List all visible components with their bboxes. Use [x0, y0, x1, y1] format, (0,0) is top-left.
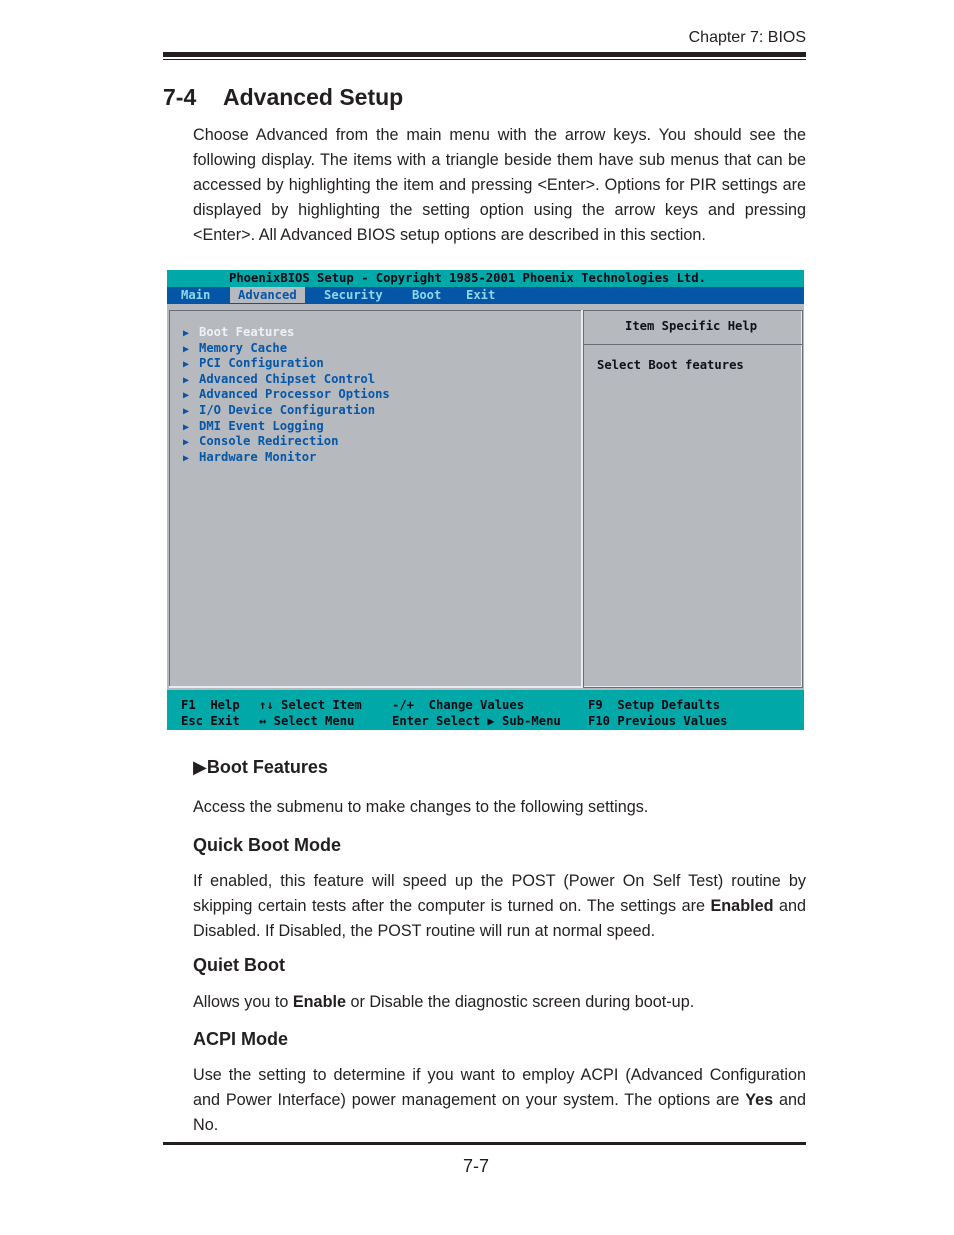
bios-title-bar: [167, 270, 804, 287]
submenu-triangle-icon: ▶: [183, 452, 190, 464]
key-esc-exit: Esc Exit: [181, 714, 240, 728]
section-title: [163, 84, 403, 111]
quick-boot-text: If enabled, this feature will speed up the POST (Power On Self Test) routine by skipping certain tests after the computer is turned on. The settings are Enabled and Disabled. If Disabled, the POST routine will run at normal speed.: [193, 872, 806, 940]
key-f9-defaults: F9 Setup Defaults: [588, 698, 721, 712]
submenu-triangle-icon: ▶: [183, 328, 190, 339]
submenu-triangle-icon: ▶: [183, 437, 190, 449]
menu-item-advanced-processor-options[interactable]: ▶ Advanced Processor Options: [183, 387, 390, 403]
key-select-menu: ↔ Select Menu: [259, 714, 355, 728]
submenu-triangle-icon: ▶: [183, 359, 190, 371]
menu-security[interactable]: Security: [324, 288, 383, 302]
section-number: 7-4: [163, 84, 197, 110]
bios-menu-bar: [167, 287, 804, 304]
key-change-values: -/+ Change Values: [392, 698, 525, 712]
menu-item-dmi-event-logging[interactable]: ▶ DMI Event Logging: [183, 419, 390, 435]
key-f1-help: F1 Help: [181, 698, 240, 712]
bios-key-legend: [167, 690, 804, 730]
advanced-menu-list: [183, 325, 390, 465]
bios-help-panel: [583, 310, 803, 688]
submenu-triangle-icon: ▶: [183, 343, 190, 355]
submenu-triangle-icon: ▶: [183, 405, 190, 417]
key-enter-select: Enter Select ▶ Sub-Menu: [392, 714, 561, 728]
bios-main-panel: [169, 310, 583, 688]
chapter-header: Chapter 7: BIOS: [688, 29, 806, 46]
menu-item-hardware-monitor[interactable]: ▶ Hardware Monitor: [183, 450, 390, 466]
menu-item-console-redirection[interactable]: ▶ Console Redirection: [183, 434, 390, 450]
menu-item-boot-features[interactable]: ▶ Boot Features: [183, 325, 390, 341]
menu-advanced[interactable]: Advanced: [230, 287, 305, 303]
submenu-triangle-icon: ▶: [183, 421, 190, 433]
bios-title: PhoenixBIOS Setup - Copyright 1985-2001 Phoenix Technologies Ltd.: [229, 271, 706, 285]
acpi-heading: ACPI Mode: [193, 1029, 289, 1049]
submenu-triangle-icon: ▶: [183, 374, 190, 386]
quiet-boot-text: Allows you to Enable or Disable the diagnostic screen during boot-up.: [193, 993, 695, 1011]
help-header: [584, 311, 802, 345]
bios-screenshot: [167, 270, 804, 730]
acpi-text: Use the setting to determine if you want to employ ACPI (Advanced Configuration and Power Interface) power management on your system. The options are Yes and No.: [193, 1066, 806, 1134]
menu-main[interactable]: Main: [181, 288, 211, 302]
footer-rule: [163, 1142, 806, 1145]
section-title-text: Advanced Setup: [223, 84, 404, 110]
submenu-triangle-icon: ▶: [183, 390, 190, 402]
key-f10-previous: F10 Previous Values: [588, 714, 728, 728]
menu-exit[interactable]: Exit: [466, 288, 496, 302]
header-rule-thin: [163, 59, 806, 60]
header-rule: [163, 52, 806, 57]
intro-paragraph: Choose Advanced from the main menu with the arrow keys. You should see the following display. The items with a triangle beside them have sub menus that can be accessed by highlighting the item and pressing <Enter>. Options for PIR settings are displayed by highlighting the setting option using the arrow keys and pressing <Enter>. All Advanced BIOS setup options are described in this section.: [193, 126, 806, 244]
page-number: 7-7: [463, 1156, 490, 1176]
help-title: Item Specific Help: [625, 319, 758, 333]
key-select-item: ↑↓ Select Item: [259, 698, 362, 712]
menu-item-io-device-configuration[interactable]: ▶ I/O Device Configuration: [183, 403, 390, 419]
menu-item-memory-cache[interactable]: ▶ Memory Cache: [183, 341, 390, 357]
menu-item-advanced-chipset-control[interactable]: ▶ Advanced Chipset Control: [183, 372, 390, 388]
quick-boot-heading: Quick Boot Mode: [193, 835, 341, 855]
boot-features-heading: ▶Boot Features: [193, 757, 328, 777]
help-text: Select Boot features: [597, 358, 744, 372]
menu-boot[interactable]: Boot: [412, 288, 442, 302]
menu-item-pci-configuration[interactable]: ▶ PCI Configuration: [183, 356, 390, 372]
quiet-boot-heading: Quiet Boot: [193, 955, 285, 975]
boot-features-text: Access the submenu to make changes to the following settings.: [193, 798, 649, 816]
